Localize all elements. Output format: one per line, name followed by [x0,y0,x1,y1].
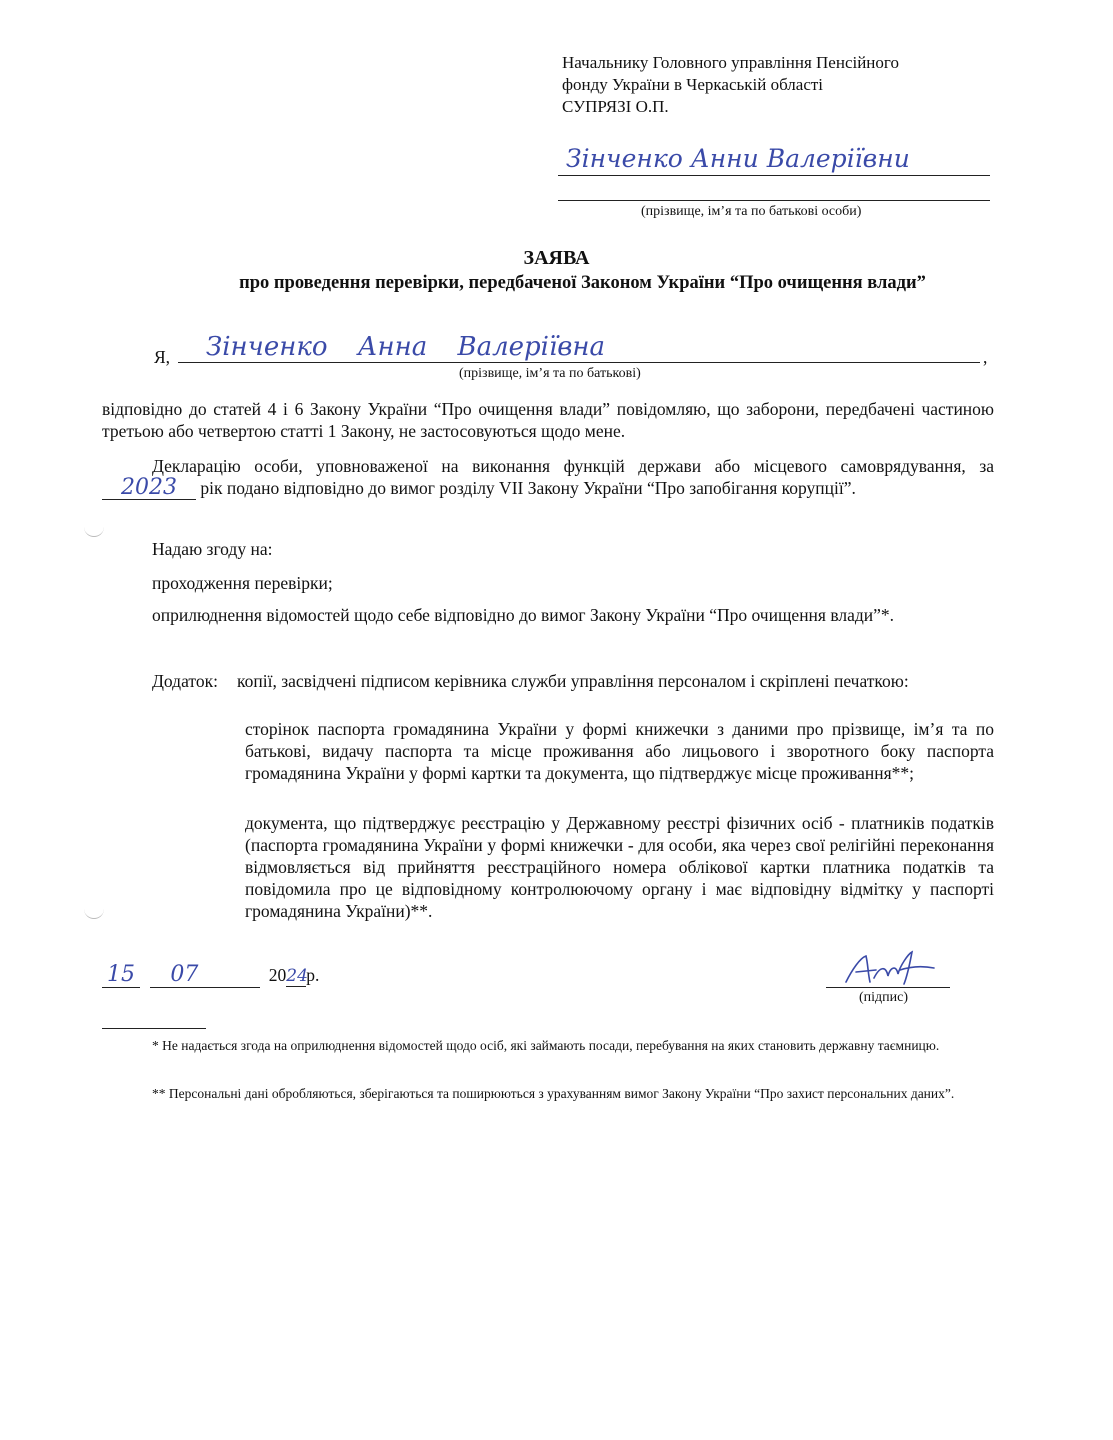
scan-mark-bottom [84,904,104,919]
consent-item-1: проходження перевірки; [152,573,333,593]
date-block [102,962,319,988]
consent-intro: Надаю згоду на: [152,539,273,559]
scan-mark-top [84,522,104,537]
applicant-caption-line [558,200,990,201]
attachment-label: Додаток: [152,671,218,691]
date-month-handwritten: 07 [170,962,199,987]
ya-name-underline [178,362,980,363]
footnote-2: ** Персональні дані обробляються, зберігаються та поширюються з урахуванням вимог Закону України “Про захист персональних даних”. [152,1086,955,1101]
paragraph-2-part-2: рік подано відповідно до вимог розділу VII Закону України “Про запобігання корупції”. [200,478,856,498]
signature-caption: (підпис) [859,990,909,1005]
date-suffix: р. [306,965,320,985]
date-year-prefix: 20 [268,965,287,985]
consent-item-2: оприлюднення відомостей щодо себе відповідно до вимог Закону України “Про очищення влади”*. [152,605,895,625]
addressee-line-1: Начальнику Головного управління Пенсійного [562,53,899,72]
signature-line [826,987,950,988]
date-day-handwritten: 15 [107,962,135,987]
applicant-caption: (прізвище, ім’я та по батькові особи) [641,204,862,219]
signature-handwritten [838,948,948,990]
declaration-year-field [102,477,196,500]
paragraph-2-part-1: Декларацію особи, уповноваженої на виконання функцій держави або місцевого самоврядування, за [152,456,994,476]
ya-prefix: Я, [154,347,171,367]
paragraph-2 [102,455,994,500]
attachment-intro: копії, засвідчені підписом керівника служби управління персоналом і скріплені печаткою: [237,671,909,691]
addressee-block [562,52,899,118]
document-subtitle: про проведення перевірки, передбаченої Законом України “Про очищення влади” [239,273,926,293]
applicant-name-underline [558,175,990,176]
ya-name-handwritten: Зінченко Анна Валеріївна [206,332,606,362]
footnote-1: * Не надається згода на оприлюднення відомостей щодо осіб, які займають посади, перебування на яких становить державну таємницю. [152,1038,940,1053]
document-title: ЗАЯВА [523,247,590,269]
ya-comma: , [983,347,988,367]
footnote-separator [102,1028,206,1029]
addressee-line-3: СУПРЯЗІ О.П. [562,97,669,116]
date-year-field [286,965,306,987]
attachment-item-2: документа, що підтверджує реєстрацію у Державному реєстрі фізичних осіб - платників податків (паспорта громадянина України у формі книжечки - для особи, яка через свої релігійні переконання відмовляється від прийняття реєстраційного номера облікової картки платника податків та повідомила про це відповідному контролюючому органу і має відповідну відмітку у паспорті громадянина України)**. [245,813,994,921]
attachment-item-1: сторінок паспорта громадянина України у формі книжечки з даними про прізвище, ім’я та по батькові, видачу паспорта та місце проживання або лицьового і зворотного боку паспорта громадянина України у формі картки та документа, що підтверджує місце проживання**; [245,719,994,783]
declaration-year-handwritten: 2023 [121,475,177,500]
paragraph-1: відповідно до статей 4 і 6 Закону України “Про очищення влади” повідомляю, що заборони, передбачені частиною третьою або четвертою статті 1 Закону, не застосовуються щодо мене. [102,399,994,441]
applicant-name-handwritten: Зінченко Анни Валеріївни [566,144,910,173]
date-month-field [150,962,260,988]
ya-caption: (прізвище, ім’я та по батькові) [459,366,641,381]
date-day-field [102,962,140,988]
date-year-handwritten: 24 [286,966,308,986]
addressee-line-2: фонду України в Черкаській області [562,75,824,94]
